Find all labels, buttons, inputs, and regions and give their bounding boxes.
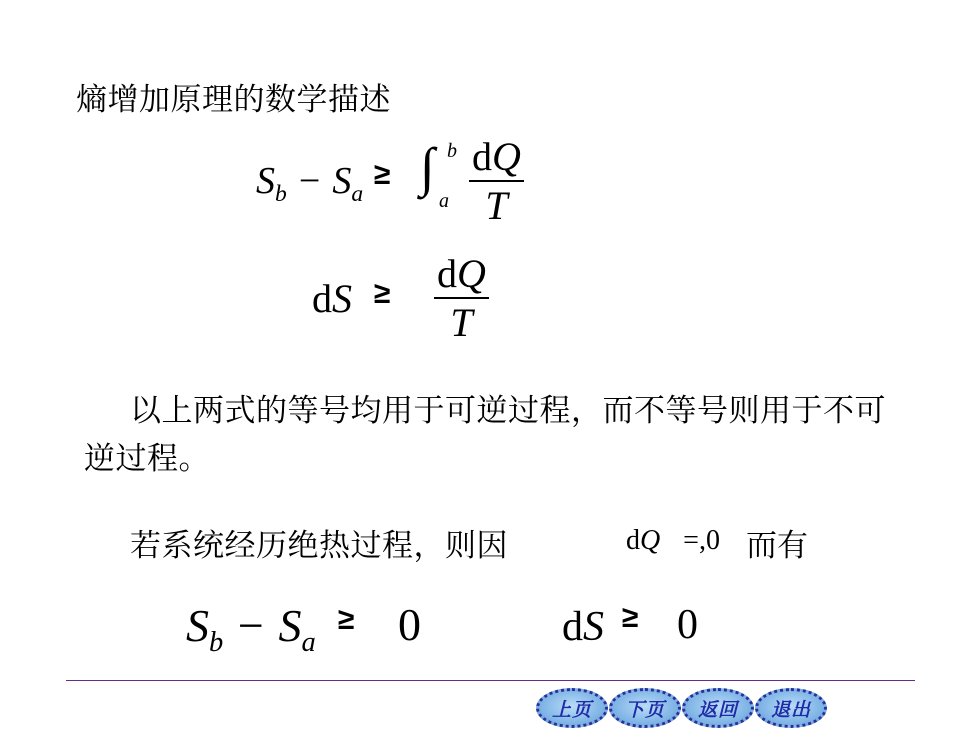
minus-sign: − <box>298 160 321 202</box>
inline-formula-dq-zero: dQ =,0 <box>626 525 720 556</box>
geq-sign: ≥ <box>374 277 391 310</box>
integral-lower-limit: a <box>439 190 449 212</box>
equation-3-lhs: $S_b - S_a$ <box>186 600 316 658</box>
page-title: 熵增加原理的数学描述 <box>76 82 391 118</box>
integral-upper-limit: b <box>447 140 457 162</box>
adiabatic-sentence-tail: 而有 <box>746 528 808 564</box>
exit-button[interactable]: 退出 <box>755 688 827 728</box>
equation-2-lhs: dS <box>312 276 352 321</box>
geq-sign: ≥ <box>622 601 639 634</box>
fraction-numerator: dQ <box>437 251 486 296</box>
symbol-S: S <box>332 160 352 202</box>
return-button[interactable]: 返回 <box>682 688 754 728</box>
geq-sign: ≥ <box>374 158 391 191</box>
fraction-denominator: T <box>450 300 473 345</box>
integral-sign: ∫ <box>420 137 435 197</box>
fraction-denominator: T <box>485 183 508 228</box>
prev-page-button[interactable]: 上页 <box>536 688 608 728</box>
symbol-S: S <box>256 160 275 202</box>
subscript-a: a <box>351 181 364 208</box>
equation-4-lhs: dS <box>562 604 604 650</box>
fraction-numerator: dQ <box>472 134 521 179</box>
adiabatic-sentence: 若系统经历绝热过程，则因 <box>130 528 508 564</box>
equation-1-lhs <box>256 158 363 208</box>
zero: 0 <box>677 602 698 648</box>
subscript-b: b <box>275 181 287 208</box>
slide-navigation <box>536 688 827 728</box>
explanation-paragraph: 以上两式的等号均用于可逆过程，而不等号则用于不可逆过程。 <box>84 393 886 477</box>
fraction-dq-over-t <box>434 250 489 346</box>
fraction-dq-over-t <box>469 133 524 229</box>
next-page-button[interactable]: 下页 <box>609 688 681 728</box>
footer-divider <box>66 680 915 681</box>
geq-sign: ≥ <box>338 603 355 636</box>
zero: 0 <box>398 599 421 650</box>
